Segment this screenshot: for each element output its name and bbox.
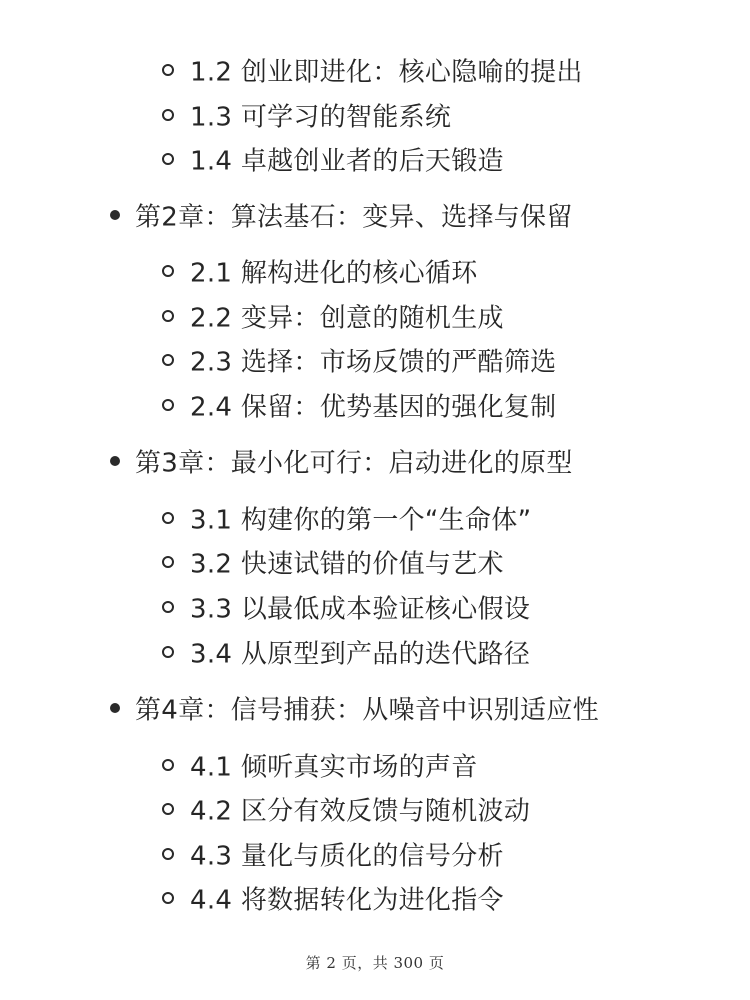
- chapter-title: 第3章：最小化可行：启动进化的原型: [135, 448, 573, 479]
- list-item-section-1-2: [162, 55, 583, 89]
- list-item-section-1-4: [162, 144, 504, 178]
- circle-bullet-icon: [162, 803, 174, 815]
- list-item-section-3-1: [162, 503, 531, 537]
- disc-bullet-icon: [110, 456, 120, 466]
- section-title: 3.1 构建你的第一个“生命体”: [190, 505, 532, 536]
- list-item-chapter-4: [110, 693, 599, 727]
- list-item-section-4-3: [162, 839, 504, 873]
- section-title: 3.2 快速试错的价值与艺术: [190, 549, 504, 580]
- section-title: 3.3 以最低成本验证核心假设: [190, 594, 531, 625]
- circle-bullet-icon: [162, 848, 174, 860]
- section-title: 4.4 将数据转化为进化指令: [190, 885, 504, 916]
- list-item-section-1-3: [162, 100, 451, 134]
- circle-bullet-icon: [162, 265, 174, 277]
- list-item-section-2-1: [162, 256, 478, 290]
- circle-bullet-icon: [162, 64, 174, 76]
- list-item-section-3-3: [162, 592, 530, 626]
- circle-bullet-icon: [162, 354, 174, 366]
- chapter-title: 第2章：算法基石：变异、选择与保留: [135, 202, 573, 233]
- circle-bullet-icon: [162, 153, 174, 165]
- list-item-section-3-4: [162, 637, 530, 671]
- circle-bullet-icon: [162, 109, 174, 121]
- disc-bullet-icon: [110, 210, 120, 220]
- section-title: 4.1 倾听真实市场的声音: [190, 752, 478, 783]
- circle-bullet-icon: [162, 892, 174, 904]
- section-title: 2.3 选择：市场反馈的严酷筛选: [190, 347, 557, 378]
- circle-bullet-icon: [162, 512, 174, 524]
- list-item-chapter-2: [110, 200, 573, 234]
- circle-bullet-icon: [162, 759, 174, 771]
- section-title: 4.3 量化与质化的信号分析: [190, 841, 504, 872]
- section-title: 1.3 可学习的智能系统: [190, 102, 452, 133]
- list-item-chapter-3: [110, 446, 573, 480]
- list-item-section-2-3: [162, 345, 556, 379]
- list-item-section-4-1: [162, 750, 478, 784]
- list-item-section-4-2: [162, 794, 530, 828]
- section-title: 2.2 变异：创意的随机生成: [190, 303, 504, 334]
- section-title: 2.1 解构进化的核心循环: [190, 258, 478, 289]
- list-item-section-2-2: [162, 301, 504, 335]
- section-title: 1.2 创业即进化：核心隐喻的提出: [190, 57, 583, 88]
- section-title: 1.4 卓越创业者的后天锻造: [190, 146, 504, 177]
- section-title: 3.4 从原型到产品的迭代路径: [190, 639, 531, 670]
- circle-bullet-icon: [162, 310, 174, 322]
- chapter-title: 第4章：信号捕获：从噪音中识别适应性: [135, 695, 599, 726]
- circle-bullet-icon: [162, 556, 174, 568]
- page-number-footer: 第 2 页，共 300 页: [305, 954, 445, 972]
- disc-bullet-icon: [110, 703, 120, 713]
- circle-bullet-icon: [162, 399, 174, 411]
- list-item-section-3-2: [162, 547, 504, 581]
- section-title: 4.2 区分有效反馈与随机波动: [190, 796, 531, 827]
- list-item-section-4-4: [162, 883, 504, 917]
- circle-bullet-icon: [162, 601, 174, 613]
- section-title: 2.4 保留：优势基因的强化复制: [190, 392, 557, 423]
- list-item-section-2-4: [162, 390, 556, 424]
- circle-bullet-icon: [162, 646, 174, 658]
